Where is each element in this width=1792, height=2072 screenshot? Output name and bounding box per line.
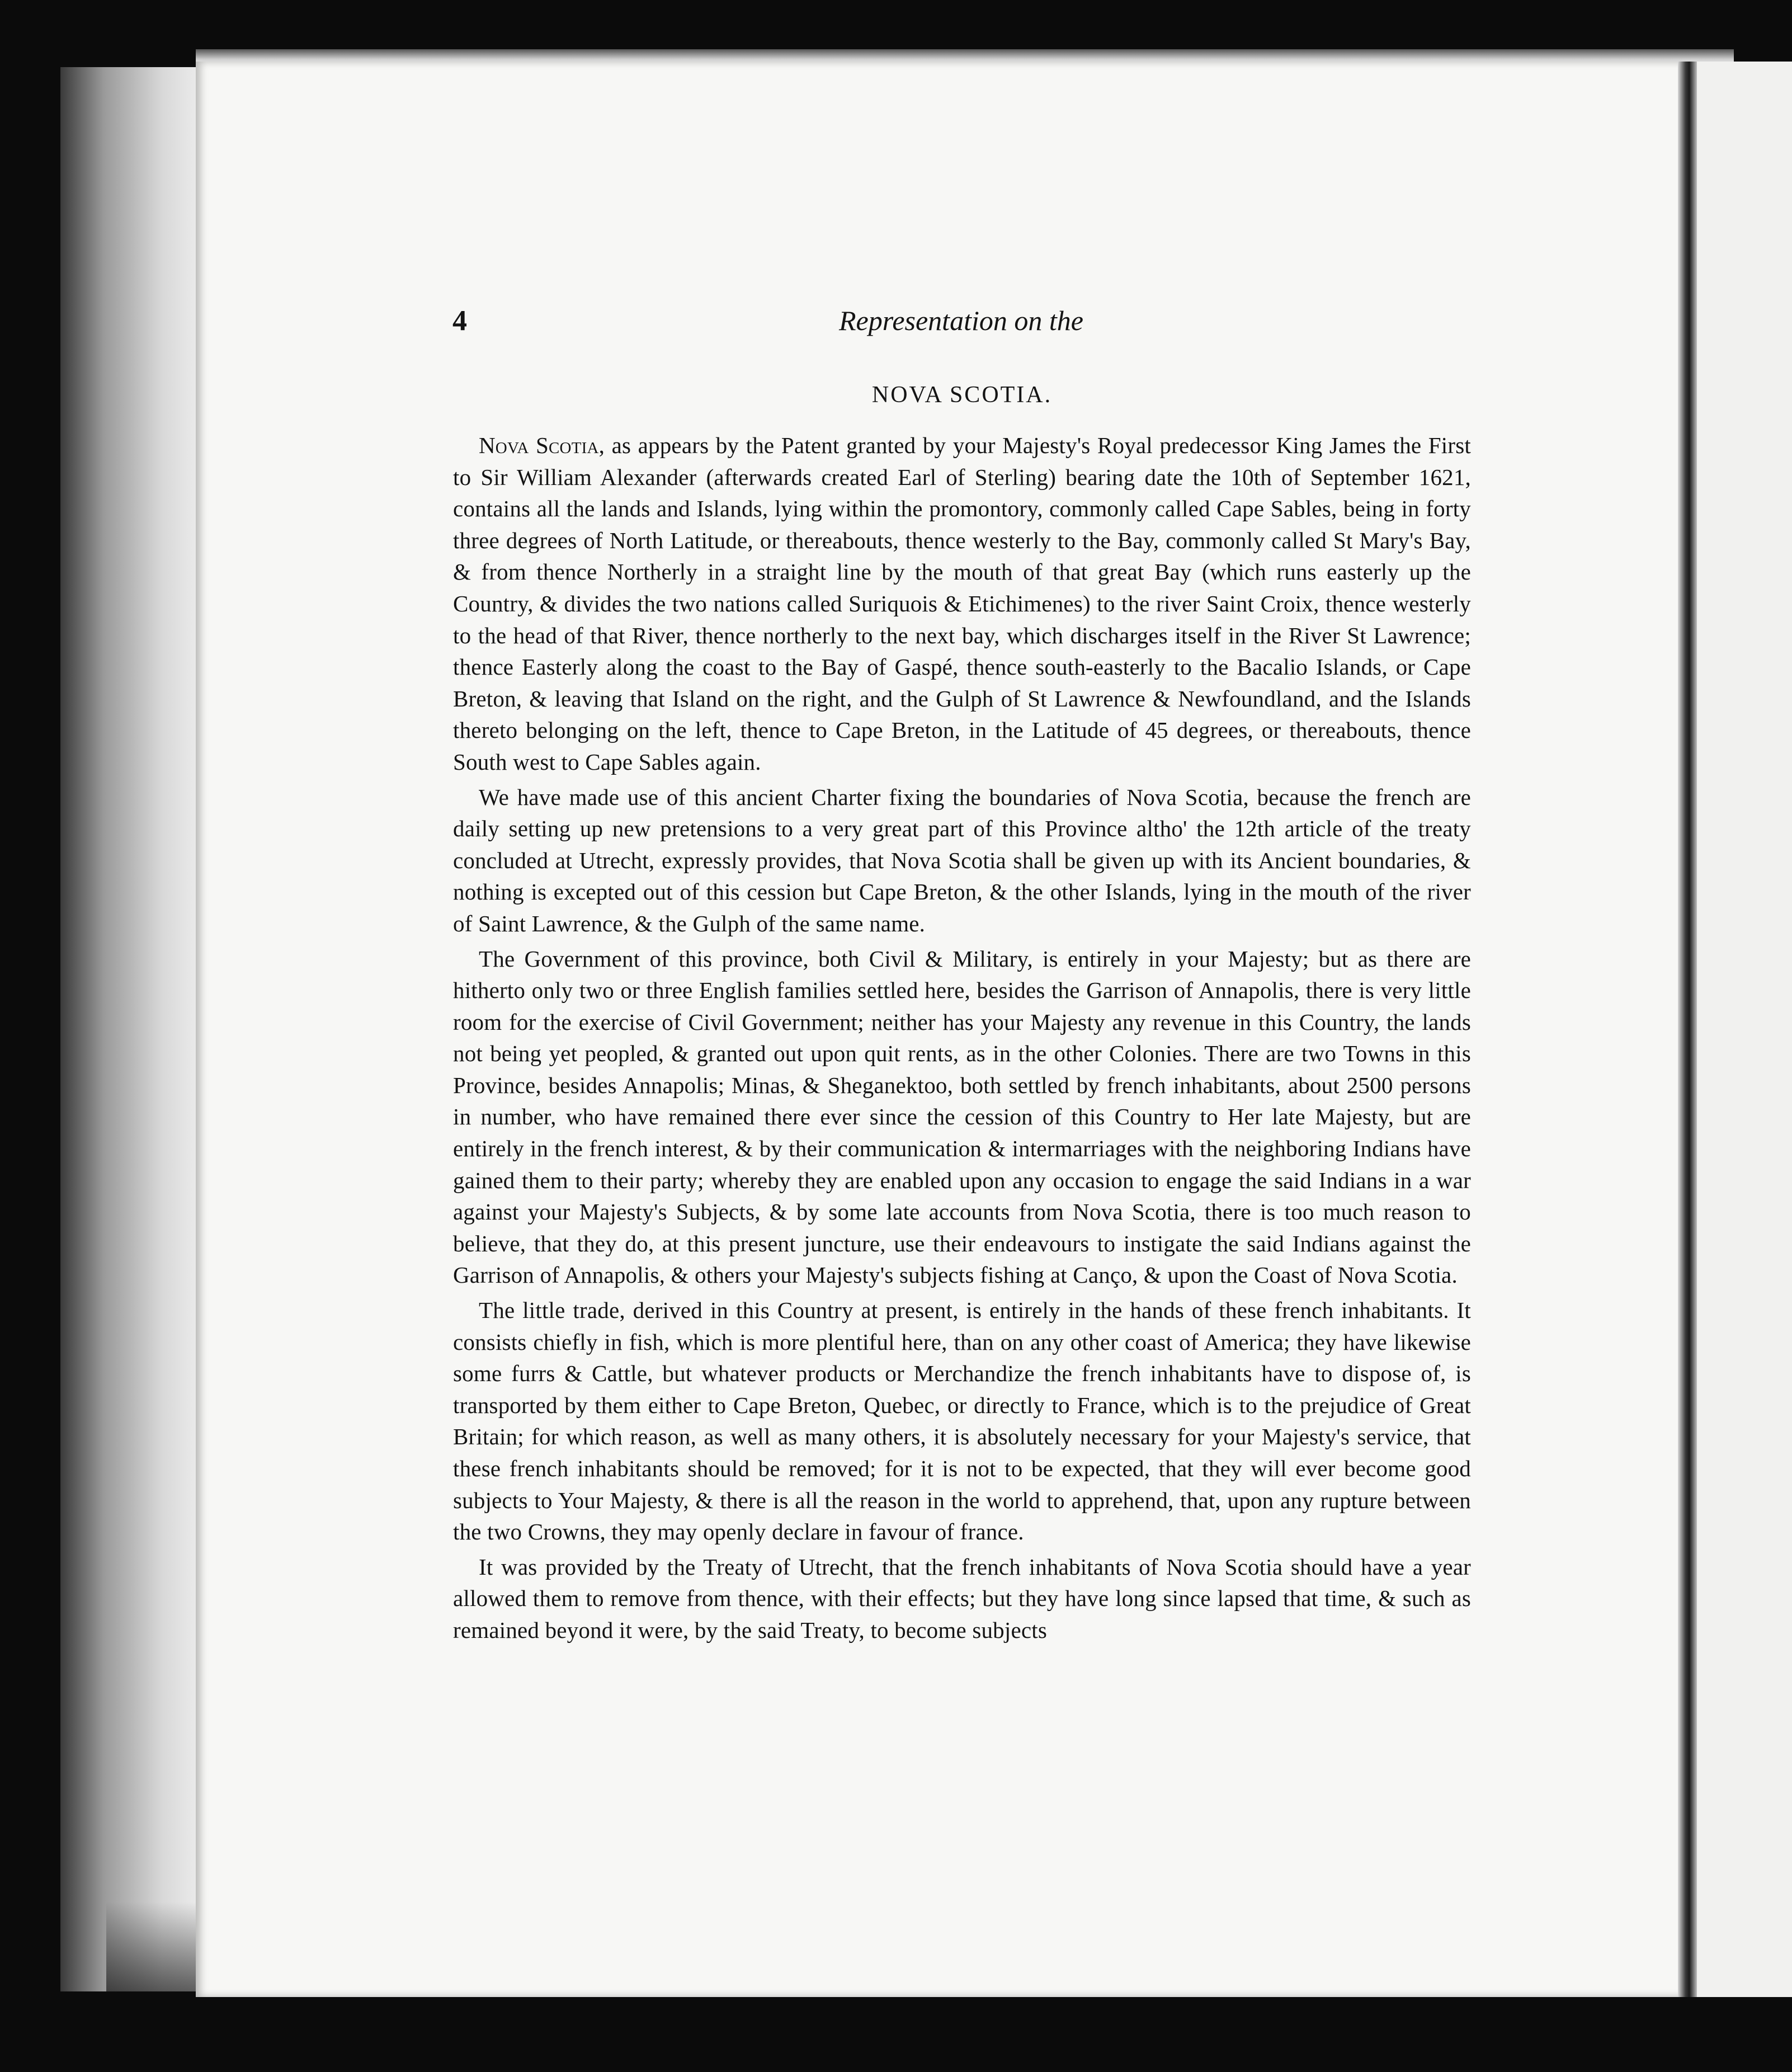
paragraph-text: as appears by the Patent granted by your Majesty's Royal predecessor King James the First to Sir William Alexander (afterwards created Earl of Sterling) bearing date the 10th of September 1621, contains all the lands and Islands, lying within the promontory, commonly called Cape Sables, being in forty three degrees of North Latitude, or thereabouts, thence westerly to the Bay, commonly called St Mary's Bay, & from thence Northerly in a straight line by the mouth of that great Bay (which runs easterly up the Country, & divides the two nations called Suriquois & Etichimenes) to the river Saint Croix, thence westerly to the head of that River, thence northerly to the next bay, which discharges itself in the River St Lawrence; thence Easterly along the coast to the Bay of Gaspé, thence south-easterly to the Bacalio Islands, or Cape Breton, & leaving that Island on the right, and the Gulph of St Lawrence & Newfoundland, and the Islands thereto belonging on the left, thence to Cape Breton, in the Latitude of 45 degrees, or thereabouts, thence South west to Cape Sables again.	[453, 432, 1471, 775]
section-title: NOVA SCOTIA.	[871, 382, 1053, 408]
running-head	[453, 291, 1471, 352]
page-number: 4	[452, 305, 467, 337]
page-content	[453, 291, 1471, 1646]
corner-shadow	[106, 1902, 196, 1991]
paragraph-5: It was provided by the Treaty of Utrecht, that the french inhabitants of Nova Scotia should have a year allowed them to remove from thence, with their effects; but they have long since lapsed that time, & such as remained beyond it were, by the said Treaty, to become subjects	[453, 1553, 1471, 1643]
paragraph-1	[453, 430, 1471, 778]
binding-fold	[1678, 62, 1697, 1997]
lead-words: Nova Scotia,	[479, 432, 605, 458]
page-stack-edge	[60, 67, 206, 1991]
paragraph-3: The Government of this province, both Civil & Military, is entirely in your Majesty; but as there are hitherto only two or three English families settled here, besides the Garrison of Annapolis, there is very little room for the exercise of Civil Government; neither has your Majesty any revenue in this Country, the lands not being yet peopled, & granted out upon quit rents, as in the other Colonies. There are two Towns in this Province, besides Annapolis; Minas, & Sheganektoo, both settled by french inhabitants, about 2500 persons in number, who have remained there ever since the cession of this Country to Her late Majesty, but are entirely in the french interest, & by their communication & intermarriages with the neighboring Indians have gained them to their party; whereby they are enabled upon any occasion to engage the said Indians in a war against your Majesty's Subjects, & by some late accounts from Nova Scotia, there is too much reason to believe, that they do, at this present juncture, use their endeavours to instigate the said Indians against the Garrison of Annapolis, & others your Majesty's subjects fishing at Canço, & upon the Coast of Nova Scotia.	[453, 945, 1471, 1288]
running-title: Representation on the	[839, 305, 1083, 336]
paragraph-2: We have made use of this ancient Charter fixing the boundaries of Nova Scotia, because the french are daily setting up new pretensions to a very great part of this Province altho' the 12th article of the treaty concluded at Utrecht, expressly provides, that Nova Scotia shall be given up with its Ancient boundaries, & nothing is excepted out of this cession but Cape Breton, & the other Islands, lying in the mouth of the river of Saint Lawrence, & the Gulph of the same name.	[453, 784, 1471, 936]
paragraph-4: The little trade, derived in this Country at present, is entirely in the hands of these french inhabitants. It consists chiefly in fish, which is more plentiful here, than on any other coast of America; they have likewise some furrs & Cattle, but whatever products or Merchandize the french inhabitants have to dispose of, is transported by them either to Cape Breton, Quebec, or directly to France, which is to the prejudice of Great Britain; for which reason, as well as many others, it is absolutely necessary for your Majesty's service, that these french inhabitants should be removed; for it is not to be expected, that they will ever become good subjects to Your Majesty, & there is all the reason in the world to apprehend, that, upon any rupture between the two Crowns, they may openly declare in favour of france.	[453, 1297, 1471, 1545]
facing-page-edge	[1697, 62, 1792, 1997]
